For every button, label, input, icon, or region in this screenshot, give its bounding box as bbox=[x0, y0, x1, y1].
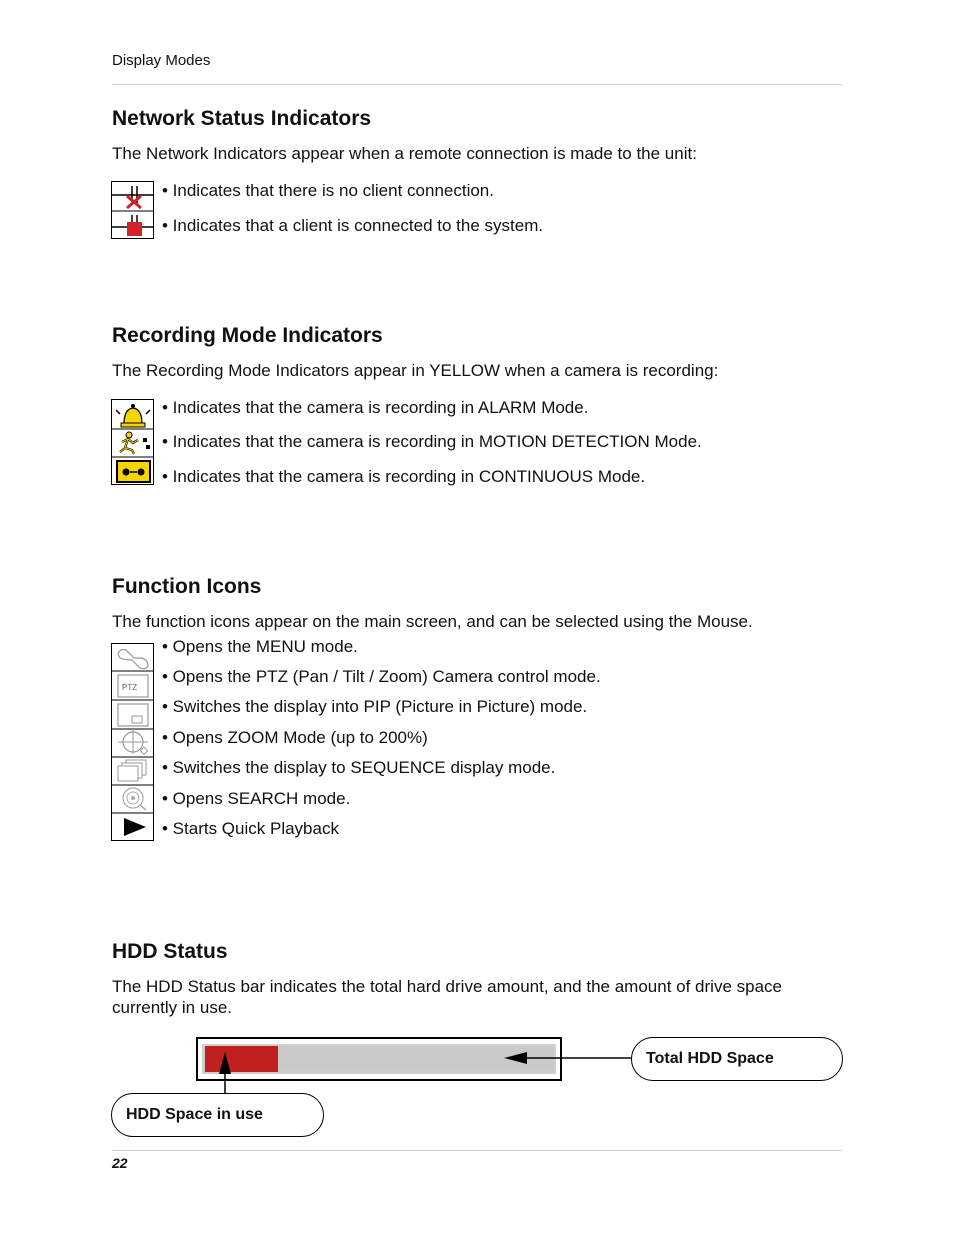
function-intro: The function icons appear on the main screen, and can be selected using the Mouse. bbox=[112, 612, 753, 631]
function-item-pip: • Switches the display into PIP (Picture in Picture) mode. bbox=[162, 697, 588, 716]
network-item-disconnected: • Indicates that there is no client connection. bbox=[162, 181, 494, 200]
recording-section-title: Recording Mode Indicators bbox=[112, 324, 383, 347]
function-item-search: • Opens SEARCH mode. bbox=[162, 789, 351, 808]
function-item-zoom: • Opens ZOOM Mode (up to 200%) bbox=[162, 728, 428, 747]
function-item-playback: • Starts Quick Playback bbox=[162, 819, 339, 838]
network-intro: The Network Indicators appear when a remote connection is made to the unit: bbox=[112, 144, 697, 163]
recording-item-motion: • Indicates that the camera is recording in MOTION DETECTION Mode. bbox=[162, 432, 702, 451]
recording-intro: The Recording Mode Indicators appear in YELLOW when a camera is recording: bbox=[112, 361, 719, 380]
hdd-intro: The HDD Status bar indicates the total hard drive amount, and the amount of drive space currently in use. bbox=[112, 977, 782, 1017]
total-arrow-head bbox=[504, 1052, 527, 1064]
network-section-title: Network Status Indicators bbox=[112, 107, 372, 130]
callout-hdd-used: HDD Space in use bbox=[111, 1093, 324, 1137]
callout-total-hdd: Total HDD Space bbox=[631, 1037, 843, 1081]
function-item-sequence: • Switches the display to SEQUENCE display mode. bbox=[162, 758, 556, 777]
network-item-connected: • Indicates that a client is connected to the system. bbox=[162, 216, 544, 235]
hdd-section-title: HDD Status bbox=[112, 940, 228, 963]
function-section-title: Function Icons bbox=[112, 575, 262, 598]
used-arrow-head bbox=[219, 1052, 231, 1074]
footer-divider bbox=[112, 1150, 842, 1151]
function-item-menu: • Opens the MENU mode. bbox=[162, 637, 358, 656]
recording-item-alarm: • Indicates that the camera is recording in ALARM Mode. bbox=[162, 398, 589, 417]
ptz-icon-label: PTZ bbox=[122, 683, 138, 692]
recording-item-continuous: • Indicates that the camera is recording in CONTINUOUS Mode. bbox=[162, 467, 646, 486]
page-number: 22 bbox=[112, 1155, 128, 1171]
function-item-ptz: • Opens the PTZ (Pan / Tilt / Zoom) Camera control mode. bbox=[162, 667, 601, 686]
running-header: Display Modes bbox=[112, 52, 211, 69]
